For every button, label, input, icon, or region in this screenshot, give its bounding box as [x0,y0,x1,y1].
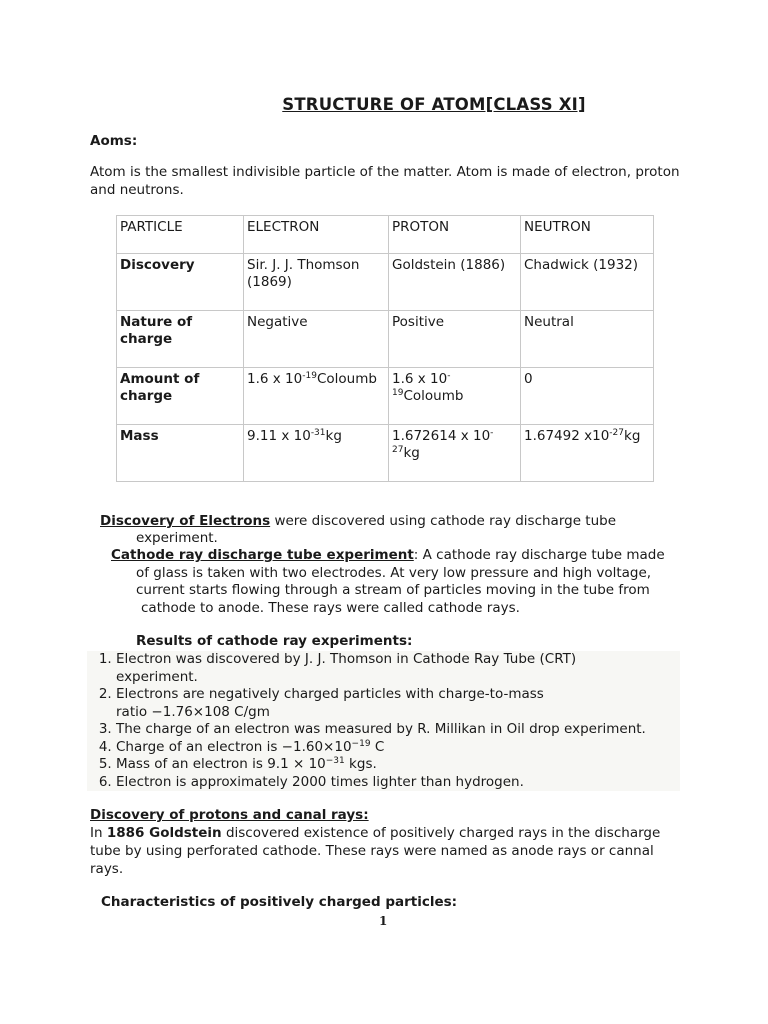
electrons-paragraph [100,513,616,530]
protons-heading: Discovery of protons and canal rays: [90,807,369,823]
list-item-text: Charge of an electron is −1.60×10 [116,738,352,755]
crt-line: current starts flowing through a stream of particles moving in the tube from [136,582,650,598]
list-item [116,756,680,774]
table-cell [244,368,389,425]
protons-line: rays. [90,861,124,877]
table-row [117,311,654,368]
list-item: 6. Electron is approximately 2000 times lighter than hydrogen. [116,774,680,792]
protons-line: tube by using perforated cathode. These rays were named as anode rays or cannal [90,843,654,859]
crt-line: of glass is taken with two electrodes. At very low pressure and high voltage, [136,565,652,581]
results-list [87,651,680,791]
table-cell: Negative [244,311,389,368]
results-heading: Results of cathode ray experiments: [136,633,413,649]
results-list-box [87,651,680,791]
protons-bold-text: 1886 Goldstein [106,825,222,841]
list-item-text: Electron was discovered by J. J. Thomson in Cathode Ray Tube (CRT) [116,651,577,667]
value-unit: kgs. [344,756,377,772]
table-cell [389,368,521,425]
table-cell [244,425,389,482]
value-base: 1.672614 x 10 [392,428,491,444]
electrons-text-continued: experiment. [136,530,218,546]
table-row [117,254,654,311]
row-label: Discovery [117,254,244,311]
particle-table [116,215,654,482]
list-item-text: experiment. [116,668,198,685]
table-header-row [117,216,654,254]
header-cell: NEUTRON [521,216,654,254]
value-exponent: -27 [392,428,494,455]
value-unit: kg [624,428,641,444]
list-item [116,739,680,757]
table-cell: Goldstein (1886) [389,254,521,311]
page-title: STRUCTURE OF ATOM[CLASS XI] [282,95,586,114]
electrons-heading: Discovery of Electrons [100,513,271,529]
table-row [117,425,654,482]
table-cell: Positive [389,311,521,368]
row-label: Nature of charge [117,311,244,368]
value-exponent: -19 [392,371,451,398]
protons-text: discovered existence of positively charged rays in the discharge [221,825,661,841]
table-cell [389,425,521,482]
value-unit: C [370,738,385,755]
list-item-text: Electrons are negatively charged particles with charge-to-mass [116,686,544,702]
crt-line: : A cathode ray discharge tube made [413,547,665,563]
value-base: 1.6 x 10 [392,371,448,387]
protons-line [90,825,660,843]
characteristics-heading: Characteristics of positively charged particles: [101,894,458,910]
value-base: 9.11 x 10 [247,428,311,444]
electrons-text: were discovered using cathode ray discharge tube [270,513,617,529]
value-unit: Coloumb [316,371,377,387]
table-cell: Sir. J. J. Thomson (1869) [244,254,389,311]
crt-paragraph [111,547,665,564]
list-item [116,651,680,686]
list-item-text: Mass of an electron is 9.1 × 10 [116,756,326,772]
value-unit: kg [325,428,342,444]
value-base: 1.67492 x10 [524,428,610,444]
value-unit: kg [403,445,420,461]
list-item [116,686,680,721]
value-unit: Coloumb [403,388,464,404]
protons-text: In [90,825,107,841]
header-cell: PROTON [389,216,521,254]
table-cell: Chadwick (1932) [521,254,654,311]
header-cell: PARTICLE [117,216,244,254]
atoms-heading: Aoms: [90,133,138,149]
value-base: 1.6 x 10 [247,371,303,387]
row-label: Mass [117,425,244,482]
table-cell: 0 [521,368,654,425]
value-exponent: -31 [310,428,326,438]
crt-heading: Cathode ray discharge tube experiment [111,547,414,563]
list-item-text: ratio −1.76×108 C/gm [116,703,270,720]
row-label: Amount of charge [117,368,244,425]
crt-line: cathode to anode. These rays were called cathode rays. [141,600,520,616]
atoms-paragraph: Atom is the smallest indivisible particle of the matter. Atom is made of electron, proton and neutrons. [90,164,680,198]
table-cell: Neutral [521,311,654,368]
page-number: 1 [379,914,388,928]
table-row [117,368,654,425]
value-exponent: −31 [325,756,345,766]
list-item: 3. The charge of an electron was measured by R. Millikan in Oil drop experiment. [116,721,680,739]
value-exponent: −19 [351,738,371,749]
value-exponent: -19 [302,371,317,381]
value-exponent: -27 [609,428,624,438]
table-cell [521,425,654,482]
header-cell: ELECTRON [244,216,389,254]
